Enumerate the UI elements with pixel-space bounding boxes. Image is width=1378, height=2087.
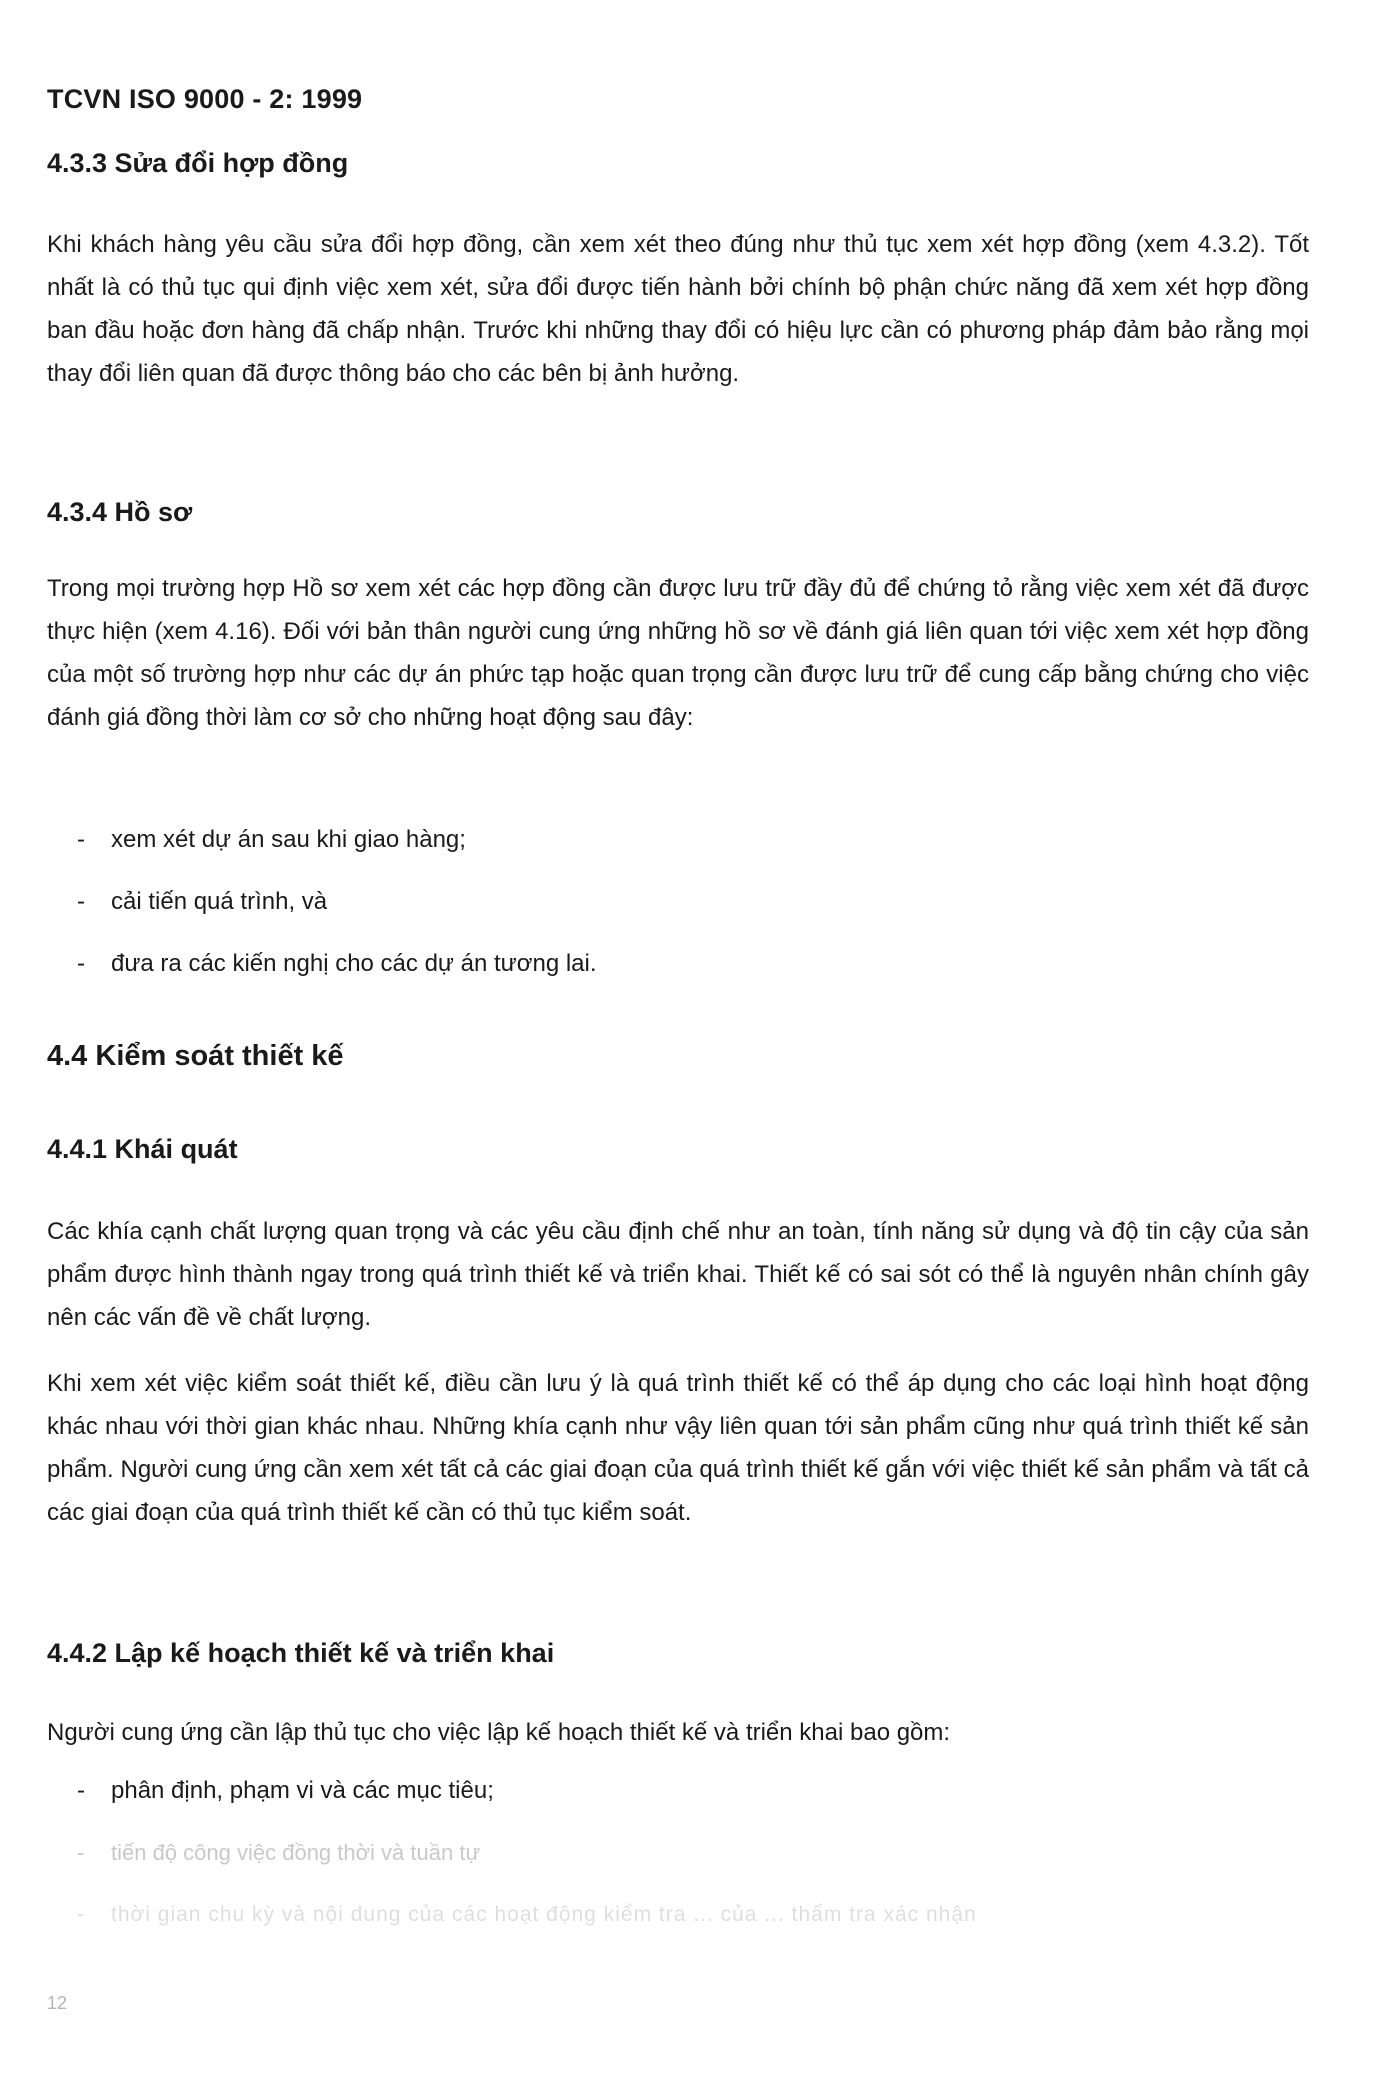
paragraph-4-4-1-b: Khi xem xét việc kiểm soát thiết kế, điều cần lưu ý là quá trình thiết kế có thể áp dụng cho các loại hình hoạt động khác nhau với thời gian khác nhau. Những khía cạnh như vậy liên quan tới sản phẩm cũng như quá trình thiết kế sản phẩm. Người cung ứng cần xem xét tất cả các giai đoạn của quá trình thiết kế gắn với việc thiết kế sản phẩm và tất cả các giai đoạn của quá trình thiết kế cần có thủ tục kiểm soát. [47,1370,1309,1526]
list-item-text: cải tiến quá trình, và [111,888,328,915]
list-item: - xem xét dự án sau khi giao hàng; [77,826,466,853]
page-number: 12 [47,1993,68,2013]
paragraph-4-4-2: Người cung ứng cần lập thủ tục cho việc lập kế hoạch thiết kế và triển khai bao gồm: [47,1719,951,1746]
list-item-text: tiến độ công việc đồng thời và tuần tự [111,1840,481,1865]
list-item-text: đưa ra các kiến nghị cho các dự án tương lai. [111,950,597,977]
paragraph-4-4-1-a: Các khía cạnh chất lượng quan trọng và các yêu cầu định chế như an toàn, tính năng sử dụng và độ tin cậy của sản phẩm được hình thành ngay trong quá trình thiết kế và triển khai. Thiết kế có sai sót có thể là nguyên nhân chính gây nên các vấn đề về chất lượng. [47,1218,1309,1331]
heading-4-3-4: 4.3.4 Hồ sơ [47,497,193,527]
standard-header: TCVN ISO 9000 - 2: 1999 [47,84,363,114]
document-page [47,0,1309,2087]
heading-4-4-2: 4.4.2 Lập kế hoạch thiết kế và triển khai [47,1638,555,1668]
list-item-text: phân định, phạm vi và các mục tiêu; [111,1777,494,1804]
paragraph-4-3-4: Trong mọi trường hợp Hồ sơ xem xét các hợp đồng cần được lưu trữ đầy đủ để chứng tỏ rằng việc xem xét đã được thực hiện (xem 4.16). Đối với bản thân người cung ứng những hồ sơ về đánh giá liên quan tới việc xem xét hợp đồng của một số trường hợp như các dự án phức tạp hoặc quan trọng cần được lưu trữ để cung cấp bằng chứng cho việc đánh giá đồng thời làm cơ sở cho những hoạt động sau đây: [47,575,1309,731]
list-item: - phân định, phạm vi và các mục tiêu; [77,1777,494,1804]
bullet-list-4-4-2 [77,1776,977,1962]
list-item-text: xem xét dự án sau khi giao hàng; [111,826,466,853]
heading-4-3-3: 4.3.3 Sửa đổi hợp đồng [47,148,349,178]
list-item-text: thời gian chu kỳ và nội dung của các hoạt động kiểm tra ... của ... thẩm tra xác nhận [111,1903,977,1926]
heading-4-4-1: 4.4.1 Khái quát [47,1134,238,1164]
bullet-list-4-3-4 [77,825,597,1011]
paragraph-4-3-3: Khi khách hàng yêu cầu sửa đổi hợp đồng, cần xem xét theo đúng như thủ tục xem xét hợp đồng (xem 4.3.2). Tốt nhất là có thủ tục qui định việc xem xét, sửa đổi được tiến hành bởi chính bộ phận chức năng đã xem xét hợp đồng ban đầu hoặc đơn hàng đã chấp nhận. Trước khi những thay đổi có hiệu lực cần có phương pháp đảm bảo rằng mọi thay đổi liên quan đã được thông báo cho các bên bị ảnh hưởng. [47,231,1309,387]
list-item: - thời gian chu kỳ và nội dung của các hoạt động kiểm tra ... của ... thẩm tra xác nhận [77,1903,977,1926]
heading-4-4: 4.4 Kiểm soát thiết kế [47,1040,344,1072]
list-item: - đưa ra các kiến nghị cho các dự án tương lai. [77,950,597,977]
list-item: - cải tiến quá trình, và [77,888,328,915]
list-item: - tiến độ công việc đồng thời và tuần tự [77,1840,481,1865]
